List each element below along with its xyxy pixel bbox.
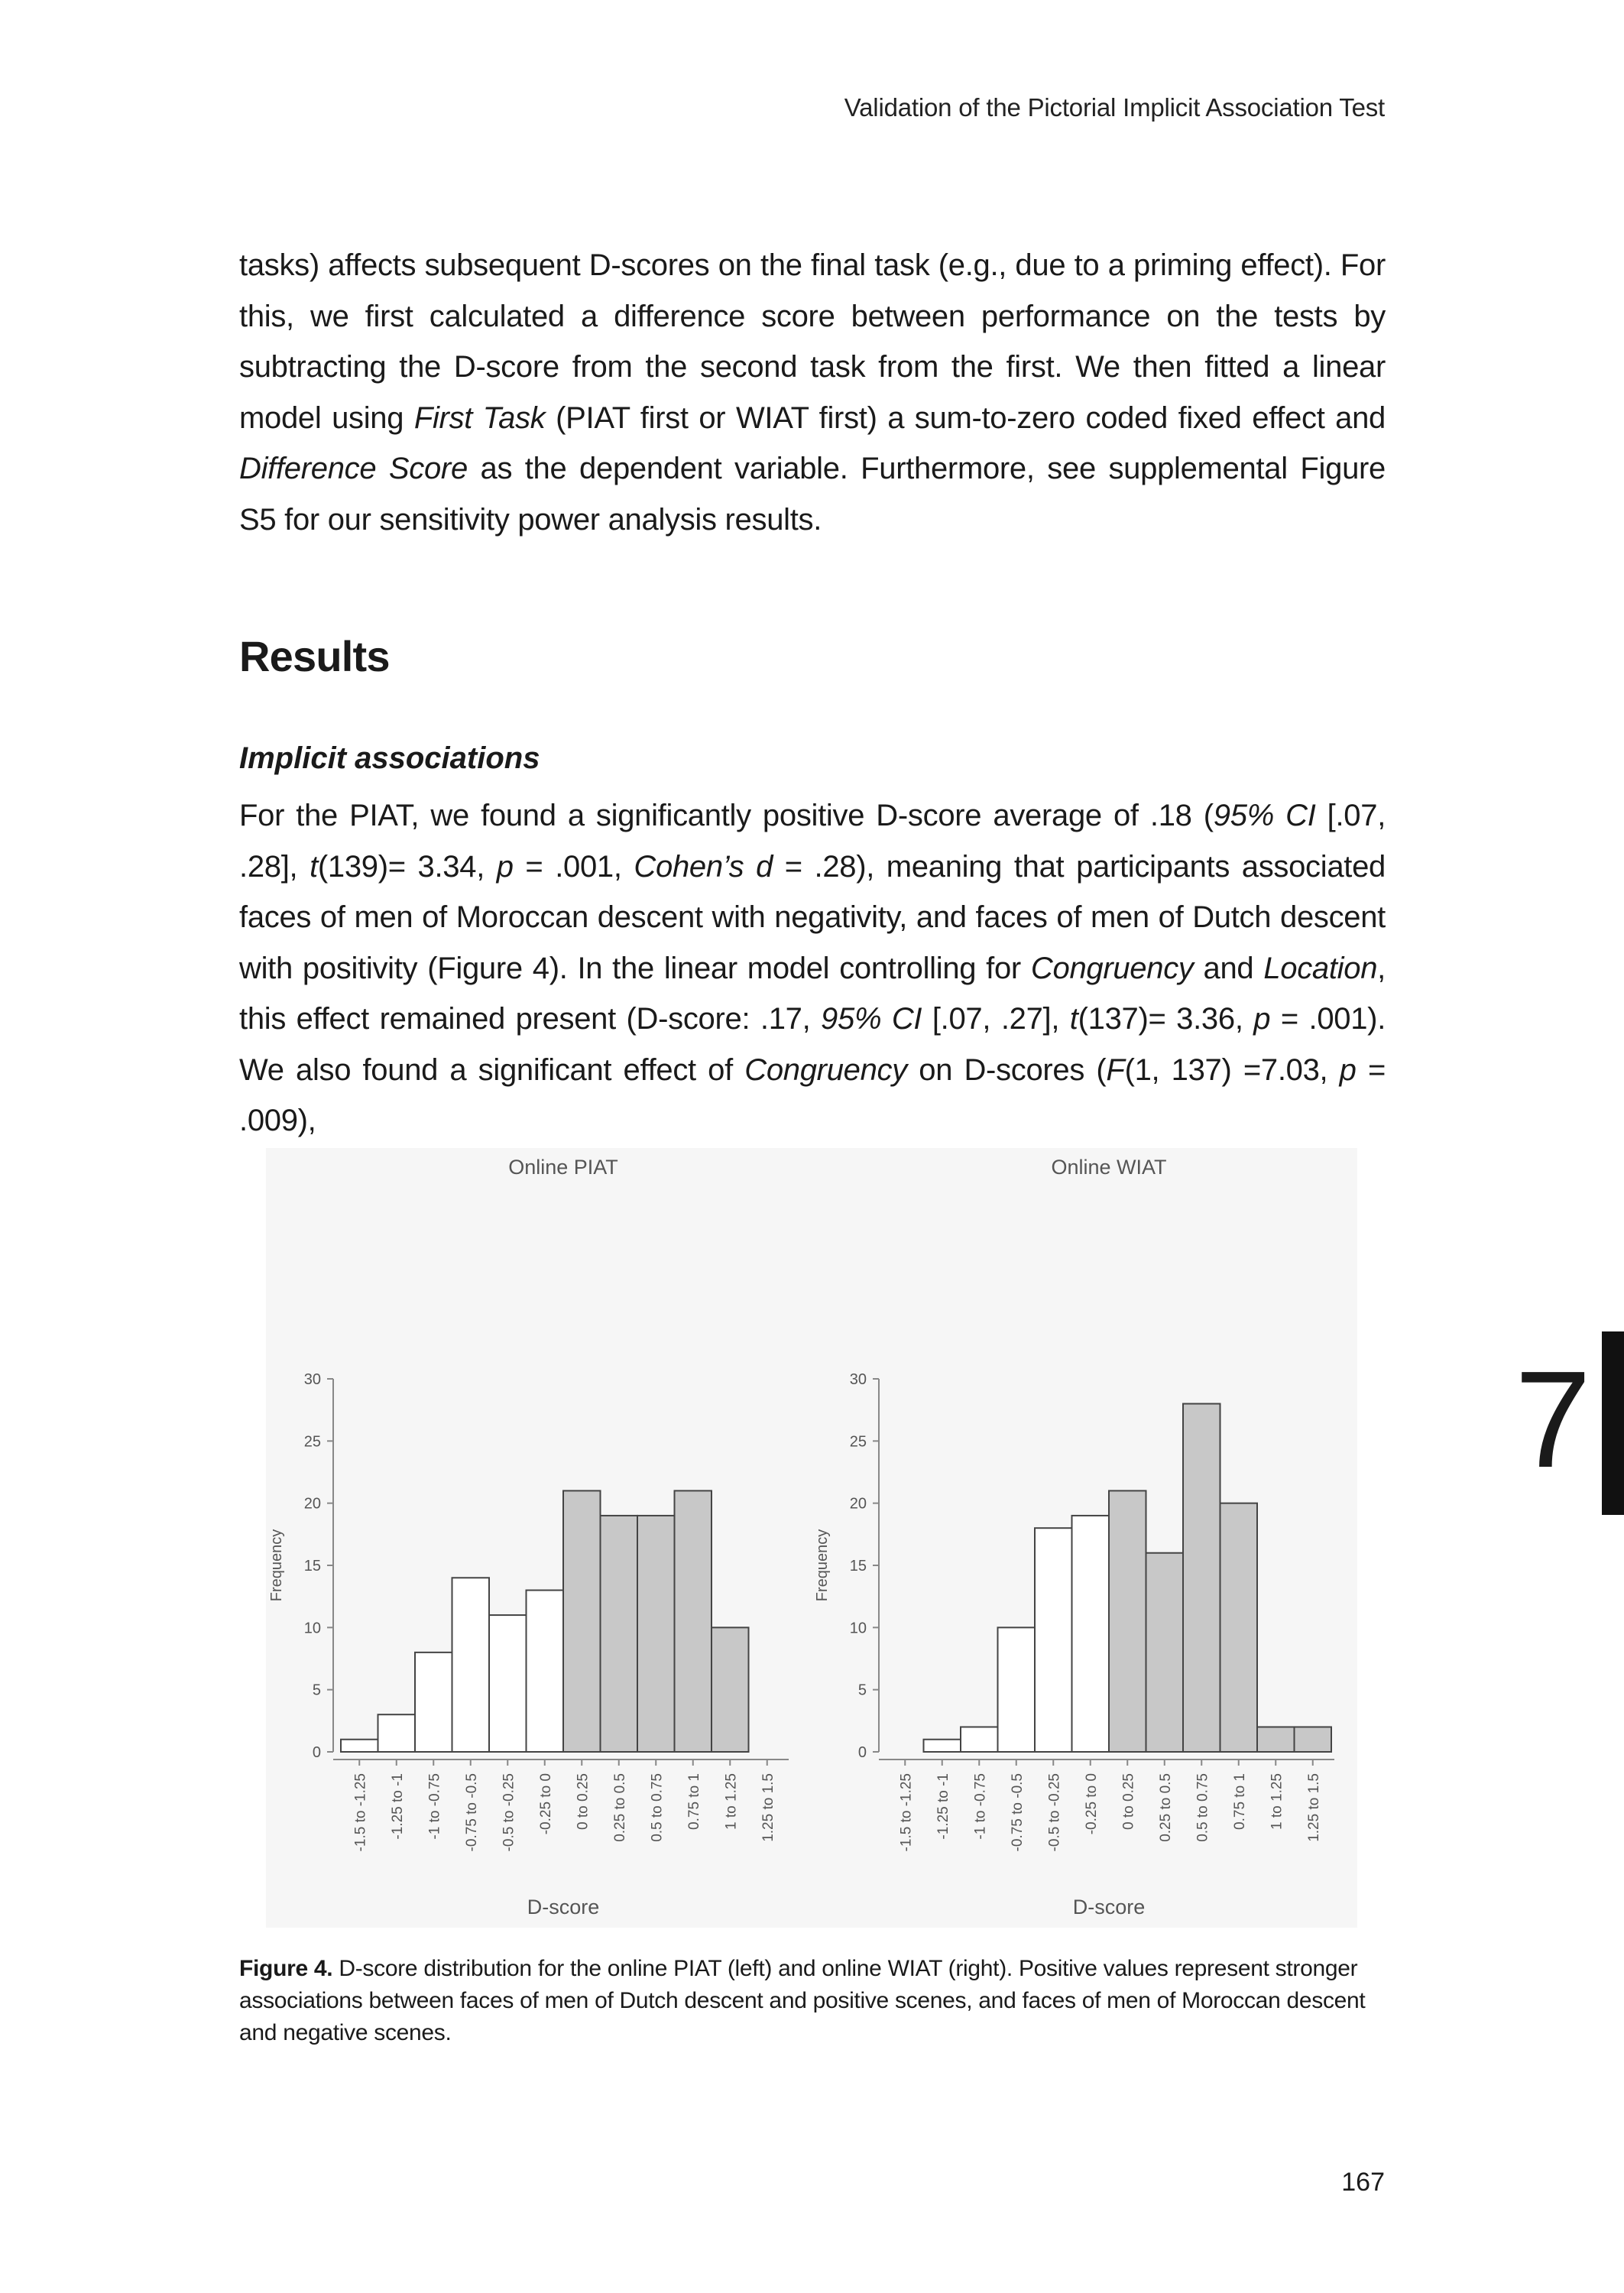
paragraph2-run: Cohen’s d bbox=[634, 849, 773, 884]
paragraph2-run: , this effect remained present (D-score: .17, bbox=[239, 951, 1386, 1036]
paragraph1-run: (PIAT first or WIAT first) a sum-to-zero coded fixed effect and bbox=[545, 401, 1386, 435]
histogram-bar bbox=[1072, 1516, 1110, 1752]
x-tick-label: 0.75 to 1 bbox=[686, 1773, 702, 1830]
chart-title: Online WIAT bbox=[1051, 1156, 1167, 1179]
paragraph2-run: Congruency bbox=[1030, 951, 1194, 985]
histogram-bar bbox=[1257, 1727, 1295, 1752]
chapter-tab-marker bbox=[1602, 1331, 1624, 1515]
y-tick-label: 10 bbox=[849, 1620, 867, 1637]
histogram-bar bbox=[961, 1727, 998, 1752]
y-tick-label: 25 bbox=[849, 1433, 867, 1451]
x-tick-label: 0.25 to 0.5 bbox=[611, 1773, 628, 1842]
figure-caption-label: Figure 4. bbox=[239, 1956, 333, 1981]
x-tick-label: -0.5 to -0.25 bbox=[1046, 1773, 1063, 1852]
paragraph2-run: on D-scores ( bbox=[906, 1052, 1107, 1087]
histogram-bar bbox=[924, 1740, 961, 1752]
paragraph2-run: F bbox=[1106, 1052, 1125, 1087]
figure-caption bbox=[239, 1953, 1386, 2049]
x-tick-label: 0 to 0.25 bbox=[1120, 1773, 1137, 1830]
histogram-bar bbox=[489, 1615, 527, 1752]
histogram-bar bbox=[415, 1652, 452, 1752]
histogram-bar bbox=[378, 1714, 416, 1752]
histogram-bar bbox=[675, 1490, 712, 1752]
paragraph2-run: (137)= 3.36, bbox=[1078, 1002, 1254, 1036]
histogram-bar bbox=[601, 1516, 638, 1752]
histogram-bar bbox=[1109, 1490, 1146, 1752]
x-tick-label: -0.25 to 0 bbox=[537, 1773, 554, 1835]
paragraph1-run: First Task bbox=[413, 401, 546, 435]
paragraph2-run: Congruency bbox=[744, 1052, 907, 1087]
paragraph2-run: p bbox=[496, 849, 514, 884]
x-tick-label: -1.5 to -1.25 bbox=[352, 1773, 369, 1852]
subsection-heading: Implicit associations bbox=[239, 741, 540, 775]
x-tick-label: 1.25 to 1.5 bbox=[1305, 1773, 1322, 1842]
paragraph2-run: [.07, .28], bbox=[239, 799, 1386, 884]
paragraph2-run: For the PIAT, we found a significantly positive D-score average of .18 ( bbox=[239, 799, 1214, 832]
y-tick-label: 15 bbox=[303, 1558, 321, 1575]
histogram-bar bbox=[1295, 1727, 1332, 1752]
y-tick-label: 10 bbox=[303, 1620, 321, 1637]
x-tick-label: 1 to 1.25 bbox=[723, 1773, 740, 1830]
histogram-bar bbox=[1220, 1503, 1258, 1752]
y-tick-label: 30 bbox=[849, 1371, 867, 1388]
paragraph2-run: t bbox=[310, 849, 318, 884]
paragraph1-run: Difference Score bbox=[239, 452, 468, 485]
chapter-number: 7 bbox=[1515, 1343, 1592, 1497]
paragraph2-run: and bbox=[1193, 951, 1264, 985]
paragraph2-run: = .001). We also found a significant effect of bbox=[239, 1002, 1386, 1087]
histogram-bar bbox=[527, 1591, 564, 1752]
histogram-bar bbox=[563, 1490, 601, 1752]
page-number: 167 bbox=[1341, 2168, 1385, 2197]
x-tick-label: 1 to 1.25 bbox=[1269, 1773, 1285, 1830]
x-tick-label: -1.25 to -1 bbox=[935, 1773, 951, 1840]
histogram-bar bbox=[712, 1627, 749, 1752]
histogram-bar bbox=[1146, 1553, 1184, 1752]
body-paragraph-1 bbox=[239, 240, 1386, 545]
y-tick-label: 20 bbox=[303, 1495, 321, 1513]
paragraph2-run: [.07, .27], bbox=[922, 1002, 1070, 1036]
x-tick-label: -0.75 to -0.5 bbox=[1009, 1773, 1026, 1852]
histogram-bar bbox=[341, 1740, 378, 1752]
section-heading: Results bbox=[239, 632, 390, 680]
x-axis-label: D-score bbox=[527, 1896, 600, 1918]
x-tick-label: -0.25 to 0 bbox=[1083, 1773, 1100, 1835]
paragraph1-run: as the dependent variable. Furthermore, see supplemental Figure S5 for our sensitivity power analysis results. bbox=[239, 452, 1386, 537]
x-tick-label: -1 to -0.75 bbox=[972, 1773, 989, 1840]
histogram-bar bbox=[998, 1627, 1036, 1752]
piat-histogram bbox=[266, 1148, 812, 1928]
x-tick-label: 0.25 to 0.5 bbox=[1157, 1773, 1174, 1842]
x-tick-label: 0.5 to 0.75 bbox=[1194, 1773, 1211, 1842]
y-tick-label: 0 bbox=[312, 1744, 321, 1761]
running-head: Validation of the Pictorial Implicit Association Test bbox=[844, 93, 1385, 122]
y-tick-label: 5 bbox=[312, 1682, 321, 1699]
paragraph1-run: tasks) affects subsequent D-scores on the final task (e.g., due to a priming effect). For this, we first calculated a difference score between performance on the tests by subtracting the D-score from the second task from the first. We then fitted a linear model using bbox=[239, 248, 1386, 435]
y-axis-label: Frequency bbox=[814, 1529, 831, 1602]
x-tick-label: -1.25 to -1 bbox=[389, 1773, 406, 1840]
histogram-bar bbox=[452, 1578, 490, 1752]
x-tick-label: -1.5 to -1.25 bbox=[898, 1773, 915, 1852]
x-tick-label: 1.25 to 1.5 bbox=[760, 1773, 776, 1842]
paragraph2-run: (1, 137) =7.03, bbox=[1124, 1052, 1340, 1087]
body-paragraph-2 bbox=[239, 790, 1386, 1146]
paragraph2-run: Location bbox=[1263, 951, 1378, 985]
wiat-histogram bbox=[812, 1148, 1357, 1928]
paragraph2-run: 95% CI bbox=[1213, 799, 1316, 832]
paragraph2-run: = .28), meaning that participants associated faces of men of Moroccan descent with negativity, and faces of men of Dutch descent with positivity (Figure 4). In the linear model controlling for bbox=[239, 849, 1386, 985]
y-tick-label: 5 bbox=[857, 1682, 867, 1699]
histogram-bar bbox=[637, 1516, 675, 1752]
paragraph2-run: p bbox=[1253, 1002, 1271, 1036]
x-tick-label: 0.5 to 0.75 bbox=[649, 1773, 666, 1842]
x-tick-label: -0.75 to -0.5 bbox=[463, 1773, 480, 1852]
paragraph2-run: = .009), bbox=[239, 1052, 1386, 1137]
paragraph2-run: 95% CI bbox=[821, 1002, 922, 1036]
x-tick-label: -1 to -0.75 bbox=[426, 1773, 443, 1840]
x-tick-label: -0.5 to -0.25 bbox=[501, 1773, 517, 1852]
paragraph2-run: t bbox=[1069, 1002, 1078, 1036]
paragraph2-run: (139)= 3.34, bbox=[317, 849, 497, 884]
x-tick-label: 0 to 0.25 bbox=[575, 1773, 592, 1830]
x-axis-label: D-score bbox=[1072, 1896, 1146, 1918]
histogram-bar bbox=[1183, 1404, 1220, 1752]
y-tick-label: 30 bbox=[303, 1371, 321, 1388]
figure-4 bbox=[266, 1148, 1357, 1928]
y-tick-label: 15 bbox=[849, 1558, 867, 1575]
y-axis-label: Frequency bbox=[268, 1529, 285, 1602]
chart-title: Online PIAT bbox=[508, 1156, 618, 1179]
y-tick-label: 0 bbox=[857, 1744, 867, 1761]
y-tick-label: 25 bbox=[303, 1433, 321, 1451]
paragraph2-run: = .001, bbox=[513, 849, 634, 884]
figure-caption-text: D-score distribution for the online PIAT (left) and online WIAT (right). Positive values represent stronger associations between faces of men of Dutch descent and positive scenes, and faces of men of Moroccan descent and negative scenes. bbox=[239, 1956, 1366, 2045]
y-tick-label: 20 bbox=[849, 1495, 867, 1513]
histogram-bar bbox=[1035, 1528, 1072, 1752]
paragraph2-run: p bbox=[1339, 1052, 1357, 1087]
x-tick-label: 0.75 to 1 bbox=[1231, 1773, 1248, 1830]
